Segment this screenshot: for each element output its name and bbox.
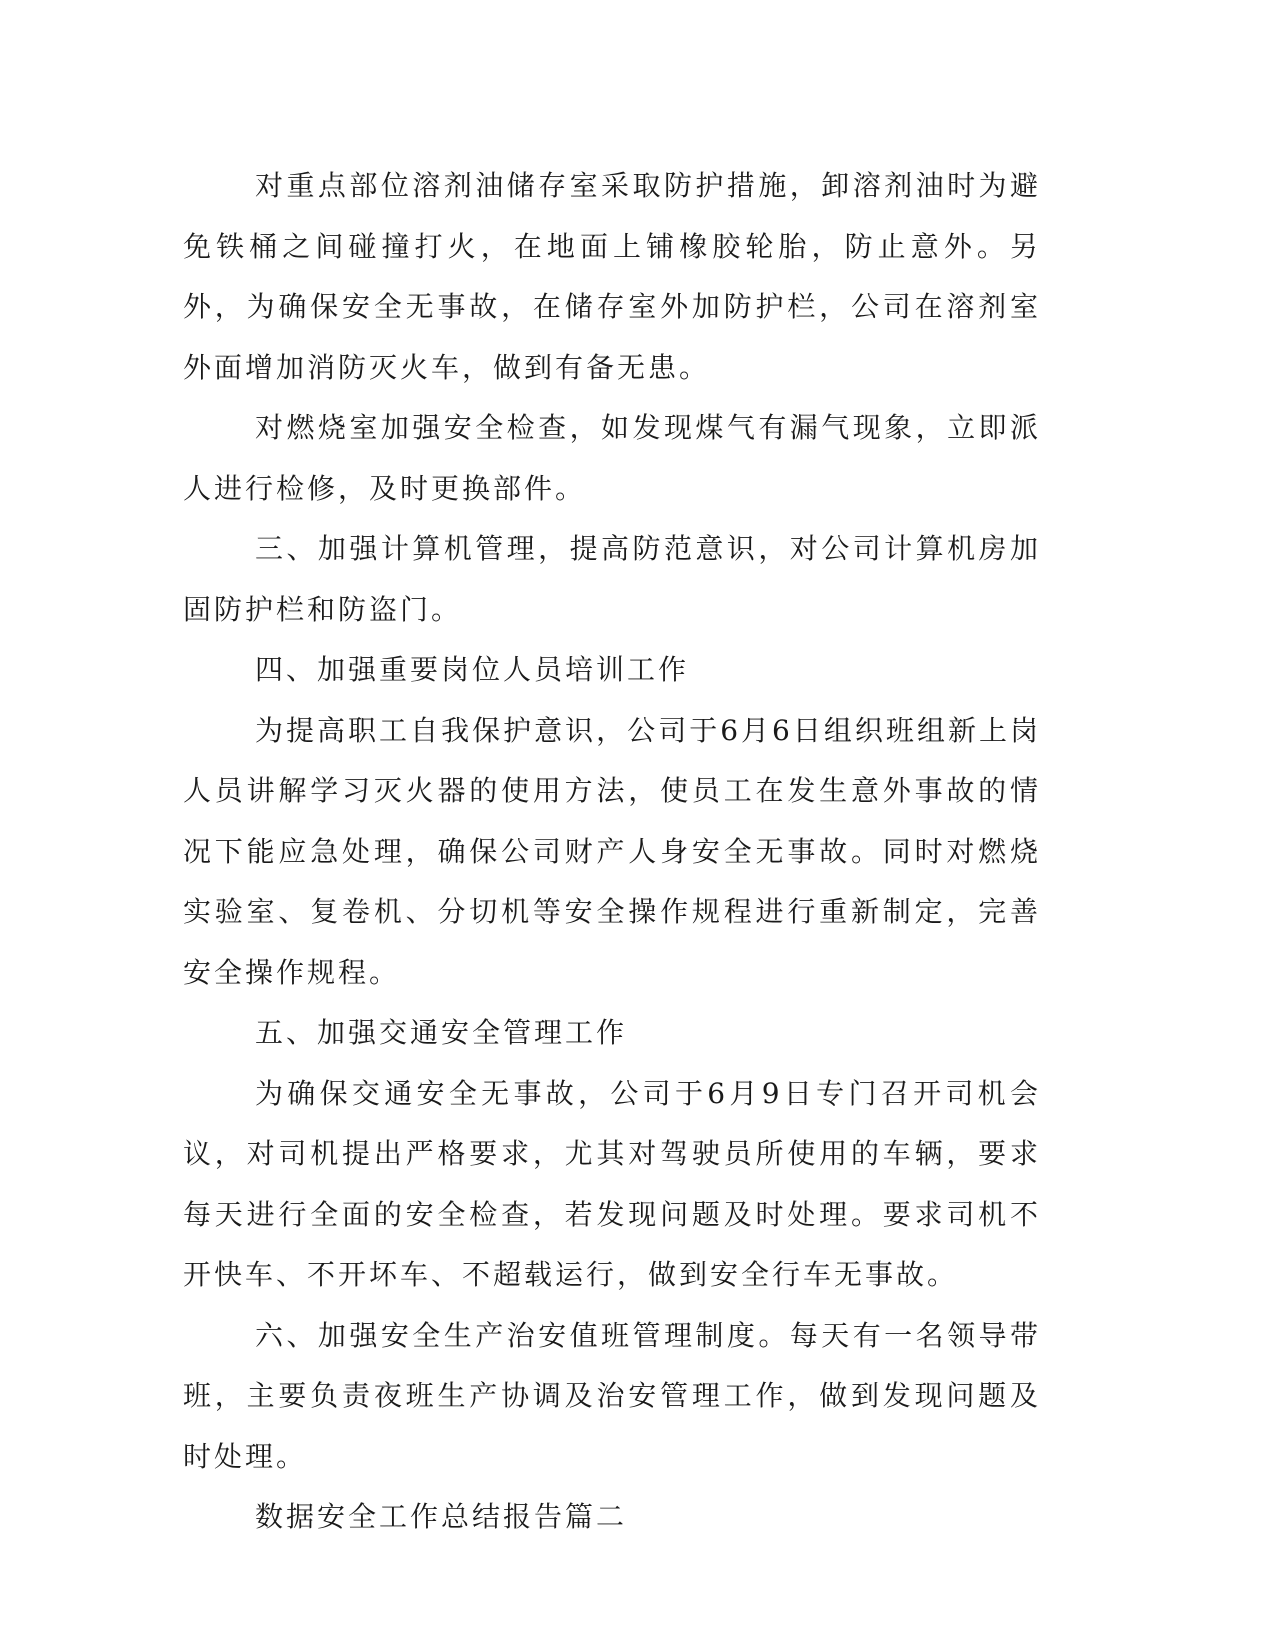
heading-traffic-safety: 五、加强交通安全管理工作 <box>255 1016 628 1049</box>
paragraph-staff-training: 为提高职工自我保护意识，公司于6月6日组织班组新上岗人员讲解学习灭火器的使用方法，使员工在发生意外事故的情况下能应急处理，确保公司财产人身安全无事故。同时对燃烧实验室、复卷机、分切机等安全操作规程进行重新制定，完善安全操作规程。 <box>183 713 1041 989</box>
paragraph-driver-meeting: 为确保交通安全无事故，公司于6月9日专门召开司机会议，对司机提出严格要求，尤其对驾驶员所使用的车辆，要求每天进行全面的安全检查，若发现问题及时处理。要求司机不开快车、不开坏车、不超载运行，做到安全行车无事故。 <box>183 1076 1041 1291</box>
heading-key-post-training: 四、加强重要岗位人员培训工作 <box>255 653 690 686</box>
paragraph-duty-management: 六、加强安全生产治安值班管理制度。每天有一名领导带班，主要负责夜班生产协调及治安管理工作，做到发现问题及时处理。 <box>183 1318 1041 1473</box>
paragraph-computer-management: 三、加强计算机管理，提高防范意识，对公司计算机房加固防护栏和防盗门。 <box>183 532 1041 626</box>
paragraph-storage-room-safety: 对重点部位溶剂油储存室采取防护措施，卸溶剂油时为避免铁桶之间碰撞打火，在地面上铺橡胶轮胎，防止意外。另外，为确保安全无事故，在储存室外加防护栏，公司在溶剂室外面增加消防灭火车，做到有备无患。 <box>183 169 1041 384</box>
paragraph-combustion-room-check: 对燃烧室加强安全检查，如发现煤气有漏气现象，立即派人进行检修，及时更换部件。 <box>183 411 1041 505</box>
heading-report-part-two: 数据安全工作总结报告篇二 <box>255 1500 628 1533</box>
document-body <box>183 156 1041 1548</box>
